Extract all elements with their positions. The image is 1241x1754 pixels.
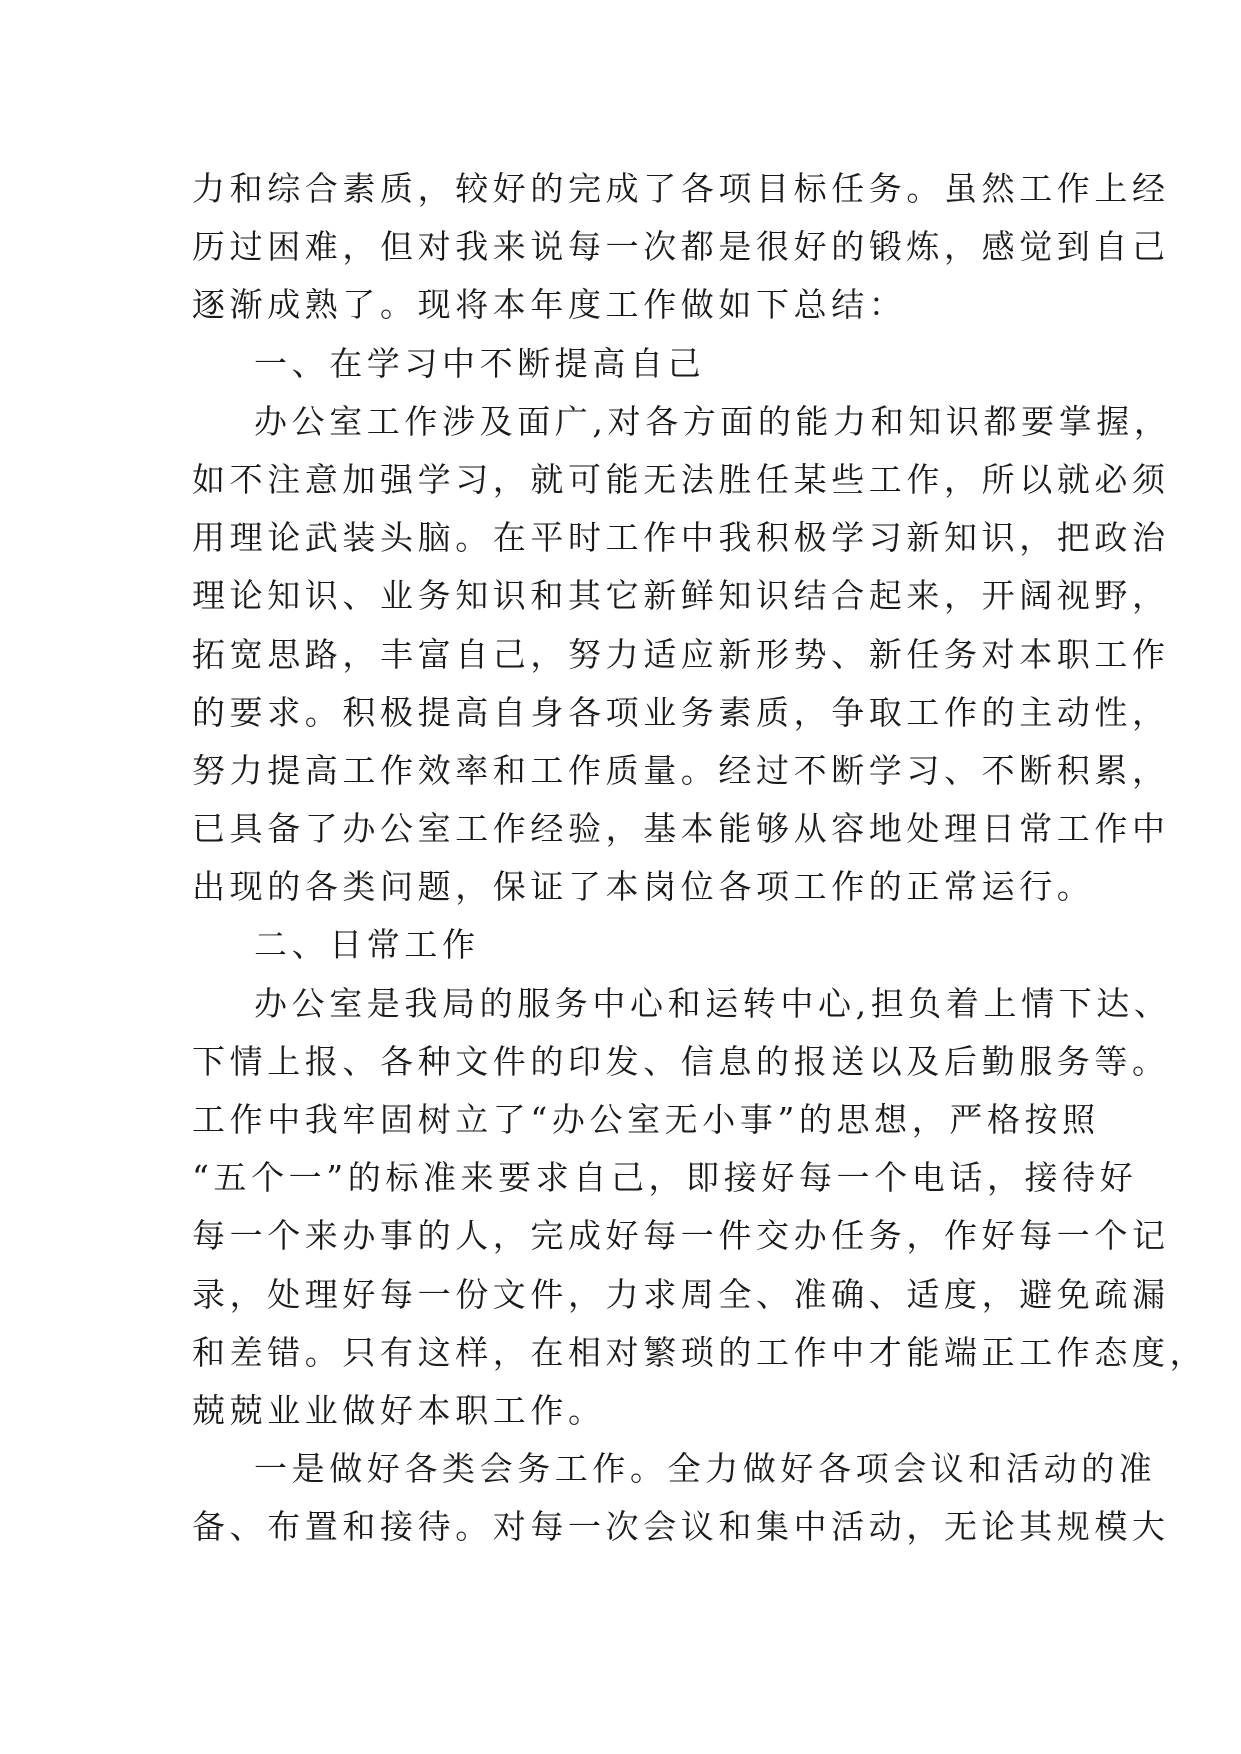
text-line: 和差错。只有这样，在相对繁琐的工作中才能端正工作态度， — [192, 1332, 1208, 1372]
text-line: 工作中我牢固树立了“办公室无小事”的思想，严格按照 — [192, 1100, 1100, 1139]
text-line: 努力提高工作效率和工作质量。经过不断学习、不断积累， — [192, 750, 1170, 790]
paragraph-start: 一是做好各类会务工作。全力做好各项会议和活动的准 — [254, 1449, 1157, 1489]
text-line: 已具备了办公室工作经验，基本能够从容地处理日常工作中 — [192, 809, 1170, 849]
text-line: 兢兢业业做好本职工作。 — [192, 1390, 606, 1430]
text-line: 力和综合素质，较好的完成了各项目标任务。虽然工作上经 — [192, 169, 1170, 208]
paragraph-start: 办公室是我局的服务中心和运转中心,担负着上情下达、 — [254, 983, 1172, 1023]
text-line: 出现的各类问题，保证了本岗位各项工作的正常运行。 — [192, 867, 1095, 907]
paragraph-start: 办公室工作涉及面广,对各方面的能力和知识都要掌握， — [254, 401, 1172, 441]
text-line: 的要求。积极提高自身各项业务素质，争取工作的主动性， — [192, 692, 1170, 732]
text-line: 用理论武装头脑。在平时工作中我积极学习新知识，把政治 — [192, 518, 1170, 558]
text-line: 录，处理好每一份文件，力求周全、准确、适度，避免疏漏 — [192, 1274, 1170, 1314]
body-text — [192, 160, 1208, 1557]
text-line: 拓宽思路，丰富自己，努力适应新形势、新任务对本职工作 — [192, 634, 1170, 674]
text-line: 历过困难，但对我来说每一次都是很好的锻炼，感觉到自己 — [192, 227, 1170, 267]
text-line: 逐渐成熟了。现将本年度工作做如下总结： — [192, 285, 907, 325]
text-line: 下情上报、各种文件的印发、信息的报送以及后勤服务等。 — [192, 1041, 1170, 1081]
text-line: “五个一”的标准来要求自己，即接好每一个电话，接待好 — [192, 1158, 1138, 1198]
text-line: 备、布置和接待。对每一次会议和集中活动，无论其规模大 — [192, 1507, 1170, 1547]
text-line: 每一个来办事的人，完成好每一件交办任务，作好每一个记 — [192, 1216, 1170, 1256]
text-line: 理论知识、业务知识和其它新鲜知识结合起来，开阔视野， — [192, 576, 1170, 616]
text-line: 如不注意加强学习，就可能无法胜任某些工作，所以就必须 — [192, 459, 1170, 499]
section-heading: 二、日常工作 — [254, 925, 480, 965]
section-heading: 一、在学习中不断提高自己 — [254, 343, 706, 383]
